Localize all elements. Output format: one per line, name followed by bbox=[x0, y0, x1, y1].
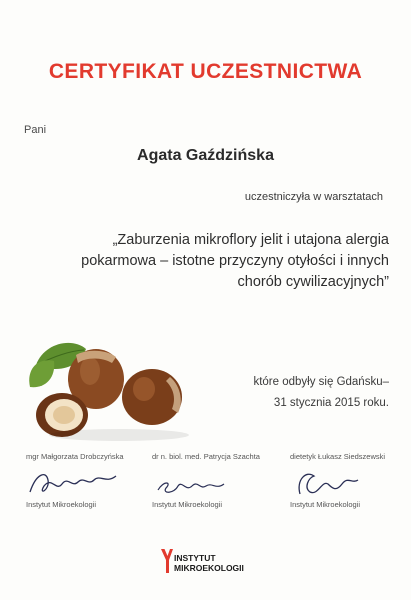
workshop-title bbox=[59, 230, 389, 293]
signature-block bbox=[152, 452, 272, 509]
signatory-institution: Instytut Mikroekologii bbox=[26, 500, 97, 509]
workshop-title-line: „Zaburzenia mikroflory jelit i utajona alergia bbox=[112, 232, 389, 248]
institute-logo bbox=[160, 548, 280, 576]
workshop-title-line: pokarmowa – istotne przyczyny otyłości i innych bbox=[81, 253, 389, 269]
logo-line: INSTYTUT bbox=[174, 553, 216, 563]
signatory-institution: Instytut Mikroekologii bbox=[152, 500, 223, 509]
handwritten-signature bbox=[152, 466, 252, 500]
logo-line: MIKROEKOLOGII bbox=[174, 563, 244, 573]
workshop-title-line: chorób cywilizacyjnych” bbox=[237, 274, 389, 290]
event-line: które odbyły się Gdańsku– bbox=[253, 376, 389, 388]
event-line: 31 stycznia 2015 roku. bbox=[273, 397, 389, 409]
leaf-icon bbox=[29, 360, 54, 387]
signatory-institution: Instytut Mikroekologii bbox=[290, 500, 361, 509]
certificate-title: CERTYFIKAT UCZESTNICTWA bbox=[48, 60, 363, 83]
event-details bbox=[253, 372, 389, 414]
signatory-role: dietetyk Łukasz Siedszewski bbox=[290, 452, 386, 461]
hazelnut-illustration bbox=[24, 335, 204, 445]
logo-y-icon bbox=[160, 548, 174, 574]
logo-text bbox=[174, 553, 244, 573]
signature-block bbox=[26, 452, 136, 509]
salutation: Pani bbox=[24, 124, 47, 136]
signatory-role: dr n. biol. med. Patrycja Szachta bbox=[152, 452, 260, 461]
participation-text: uczestniczyła w warsztatach bbox=[244, 191, 383, 203]
signatory-role: mgr Małgorzata Drobczyńska bbox=[26, 452, 124, 461]
signature-block bbox=[290, 452, 405, 509]
handwritten-signature bbox=[26, 466, 126, 500]
participant-name: Agata Gaździńska bbox=[137, 147, 274, 164]
handwritten-signature bbox=[290, 466, 390, 500]
